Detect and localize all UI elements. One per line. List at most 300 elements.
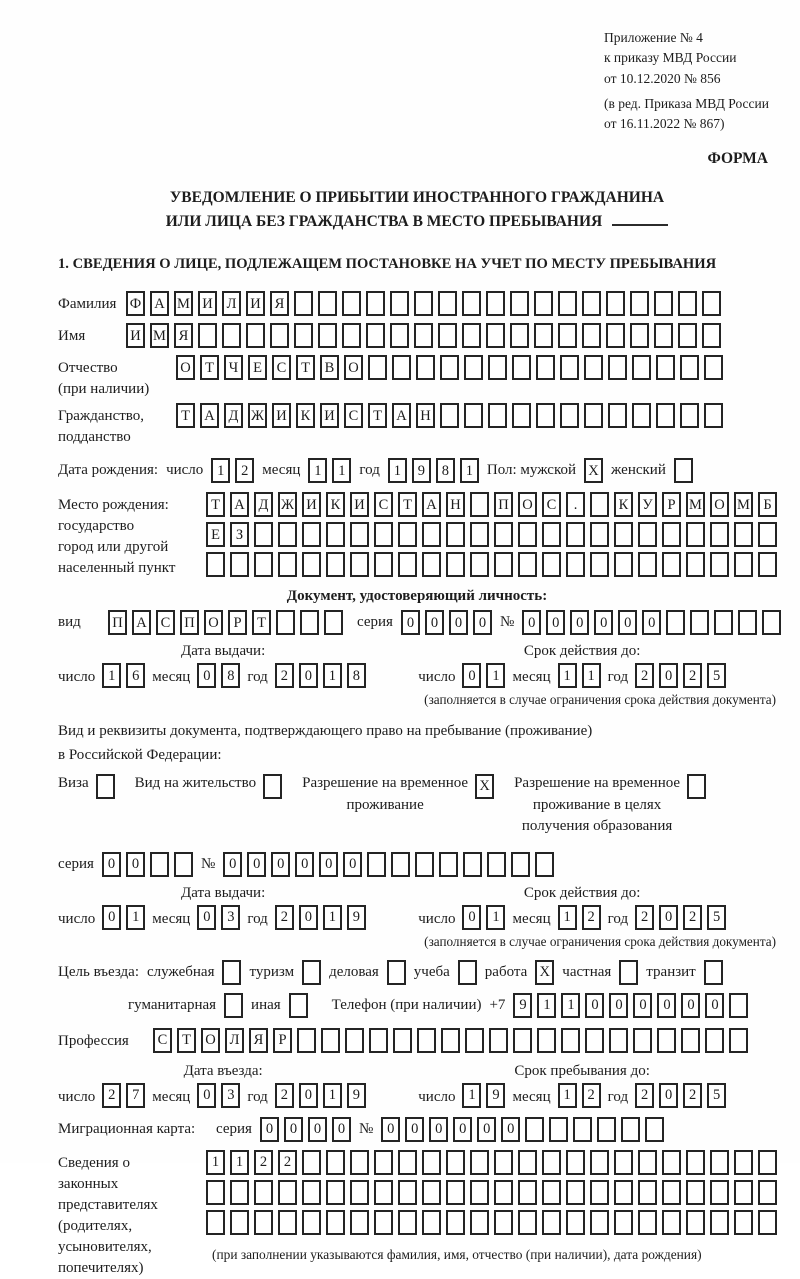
char-cell[interactable]: 9 [347,1083,366,1108]
char-cell[interactable]: 0 [609,993,628,1018]
char-cell[interactable] [590,1180,609,1205]
char-cell[interactable]: Д [254,492,273,517]
char-cell[interactable] [590,492,609,517]
char-cell[interactable] [374,522,393,547]
char-cell[interactable] [489,1028,508,1053]
char-cell[interactable] [590,552,609,577]
char-cell[interactable] [486,323,505,348]
char-cell[interactable] [278,522,297,547]
char-cell[interactable] [366,291,385,316]
char-cell[interactable]: 2 [683,663,702,688]
checkbox-cell[interactable] [704,960,723,985]
char-cell[interactable] [276,610,295,635]
char-cell[interactable]: 2 [235,458,254,483]
char-cell[interactable] [662,1210,681,1235]
char-cell[interactable] [369,1028,388,1053]
char-cell[interactable] [734,1180,753,1205]
char-cell[interactable] [318,323,337,348]
char-cell[interactable]: 1 [332,458,351,483]
char-cell[interactable] [609,1028,628,1053]
char-cell[interactable]: 1 [558,1083,577,1108]
char-cell[interactable] [246,323,265,348]
char-cell[interactable] [441,1028,460,1053]
char-cell[interactable]: 0 [197,1083,216,1108]
char-cell[interactable]: 0 [681,993,700,1018]
char-cell[interactable] [666,610,685,635]
char-cell[interactable] [494,522,513,547]
char-cell[interactable] [632,355,651,380]
char-cell[interactable] [614,1210,633,1235]
char-cell[interactable] [542,1210,561,1235]
checkbox-cell[interactable]: X [535,960,554,985]
char-cell[interactable]: 3 [221,905,240,930]
char-cell[interactable] [462,291,481,316]
char-cell[interactable]: 7 [126,1083,145,1108]
char-cell[interactable] [710,552,729,577]
char-cell[interactable]: С [542,492,561,517]
char-cell[interactable]: П [494,492,513,517]
char-cell[interactable] [590,1150,609,1175]
char-cell[interactable]: И [246,291,265,316]
char-cell[interactable] [350,1210,369,1235]
char-cell[interactable]: 0 [405,1117,424,1142]
char-cell[interactable] [638,1180,657,1205]
char-cell[interactable]: К [326,492,345,517]
char-cell[interactable]: 0 [308,1117,327,1142]
char-cell[interactable] [422,1150,441,1175]
char-cell[interactable] [710,522,729,547]
char-cell[interactable] [254,1180,273,1205]
char-cell[interactable]: Т [200,355,219,380]
char-cell[interactable] [300,610,319,635]
char-cell[interactable] [510,323,529,348]
char-cell[interactable] [681,1028,700,1053]
char-cell[interactable] [326,1210,345,1235]
char-cell[interactable]: Я [174,323,193,348]
char-cell[interactable] [518,552,537,577]
char-cell[interactable]: 0 [594,610,613,635]
char-cell[interactable] [606,291,625,316]
char-cell[interactable] [758,552,777,577]
char-cell[interactable] [512,403,531,428]
char-cell[interactable]: 0 [473,610,492,635]
char-cell[interactable] [758,522,777,547]
char-cell[interactable] [438,291,457,316]
char-cell[interactable]: 0 [462,663,481,688]
char-cell[interactable]: 2 [102,1083,121,1108]
char-cell[interactable] [206,1180,225,1205]
char-cell[interactable] [638,1150,657,1175]
char-cell[interactable] [729,1028,748,1053]
char-cell[interactable] [542,1150,561,1175]
char-cell[interactable]: 2 [275,905,294,930]
checkbox-cell[interactable] [96,774,115,799]
char-cell[interactable] [729,993,748,1018]
char-cell[interactable]: Л [225,1028,244,1053]
char-cell[interactable]: Я [249,1028,268,1053]
char-cell[interactable] [350,1150,369,1175]
char-cell[interactable]: М [150,323,169,348]
char-cell[interactable] [662,552,681,577]
char-cell[interactable]: 1 [102,663,121,688]
char-cell[interactable] [702,291,721,316]
char-cell[interactable] [534,323,553,348]
char-cell[interactable]: К [614,492,633,517]
char-cell[interactable] [584,403,603,428]
char-cell[interactable]: 3 [221,1083,240,1108]
char-cell[interactable]: 1 [126,905,145,930]
char-cell[interactable]: 1 [486,663,505,688]
char-cell[interactable] [585,1028,604,1053]
char-cell[interactable] [645,1117,664,1142]
char-cell[interactable] [714,610,733,635]
char-cell[interactable]: 1 [230,1150,249,1175]
char-cell[interactable]: 0 [126,852,145,877]
char-cell[interactable]: Т [177,1028,196,1053]
char-cell[interactable] [566,1180,585,1205]
char-cell[interactable] [738,610,757,635]
char-cell[interactable] [350,522,369,547]
char-cell[interactable]: 2 [683,1083,702,1108]
char-cell[interactable]: П [180,610,199,635]
char-cell[interactable] [513,1028,532,1053]
char-cell[interactable] [302,522,321,547]
char-cell[interactable] [510,291,529,316]
char-cell[interactable] [222,323,241,348]
char-cell[interactable] [254,552,273,577]
char-cell[interactable]: 5 [707,663,726,688]
char-cell[interactable]: И [302,492,321,517]
char-cell[interactable] [537,1028,556,1053]
char-cell[interactable] [414,323,433,348]
char-cell[interactable]: С [153,1028,172,1053]
char-cell[interactable] [326,1150,345,1175]
char-cell[interactable]: 1 [388,458,407,483]
char-cell[interactable]: О [204,610,223,635]
char-cell[interactable]: 6 [126,663,145,688]
char-cell[interactable]: 9 [513,993,532,1018]
char-cell[interactable]: 0 [332,1117,351,1142]
char-cell[interactable]: Д [224,403,243,428]
char-cell[interactable]: А [200,403,219,428]
char-cell[interactable] [654,323,673,348]
char-cell[interactable] [702,323,721,348]
char-cell[interactable] [465,1028,484,1053]
char-cell[interactable] [374,1210,393,1235]
char-cell[interactable] [463,852,482,877]
char-cell[interactable] [656,403,675,428]
checkbox-cell[interactable] [263,774,282,799]
char-cell[interactable] [606,323,625,348]
char-cell[interactable]: 0 [633,993,652,1018]
char-cell[interactable] [446,522,465,547]
char-cell[interactable]: Т [296,355,315,380]
char-cell[interactable]: О [710,492,729,517]
checkbox-cell[interactable] [289,993,308,1018]
char-cell[interactable] [230,552,249,577]
char-cell[interactable] [254,522,273,547]
char-cell[interactable] [464,355,483,380]
char-cell[interactable]: 0 [585,993,604,1018]
char-cell[interactable]: 0 [299,663,318,688]
char-cell[interactable]: 0 [271,852,290,877]
char-cell[interactable] [150,852,169,877]
checkbox-cell[interactable] [387,960,406,985]
char-cell[interactable] [398,522,417,547]
char-cell[interactable]: Ж [278,492,297,517]
char-cell[interactable]: У [638,492,657,517]
char-cell[interactable] [326,552,345,577]
char-cell[interactable]: С [344,403,363,428]
char-cell[interactable] [566,522,585,547]
char-cell[interactable]: Ж [248,403,267,428]
char-cell[interactable] [198,323,217,348]
char-cell[interactable]: И [350,492,369,517]
char-cell[interactable] [368,355,387,380]
char-cell[interactable] [573,1117,592,1142]
char-cell[interactable] [534,291,553,316]
char-cell[interactable]: Е [206,522,225,547]
char-cell[interactable] [525,1117,544,1142]
char-cell[interactable] [758,1150,777,1175]
char-cell[interactable]: И [198,291,217,316]
char-cell[interactable]: Л [222,291,241,316]
char-cell[interactable] [470,1180,489,1205]
char-cell[interactable] [758,1210,777,1235]
char-cell[interactable] [566,1150,585,1175]
char-cell[interactable] [446,1180,465,1205]
char-cell[interactable]: Н [446,492,465,517]
char-cell[interactable]: . [566,492,585,517]
char-cell[interactable] [206,1210,225,1235]
char-cell[interactable]: О [344,355,363,380]
char-cell[interactable]: Т [368,403,387,428]
char-cell[interactable] [566,552,585,577]
char-cell[interactable]: 0 [659,1083,678,1108]
char-cell[interactable] [302,552,321,577]
char-cell[interactable]: П [108,610,127,635]
char-cell[interactable]: 0 [319,852,338,877]
char-cell[interactable] [416,355,435,380]
char-cell[interactable]: 0 [343,852,362,877]
char-cell[interactable] [511,852,530,877]
char-cell[interactable]: 1 [211,458,230,483]
char-cell[interactable] [705,1028,724,1053]
char-cell[interactable] [439,852,458,877]
char-cell[interactable]: И [272,403,291,428]
char-cell[interactable]: А [132,610,151,635]
char-cell[interactable] [686,552,705,577]
char-cell[interactable]: 5 [707,1083,726,1108]
char-cell[interactable] [391,852,410,877]
char-cell[interactable]: 8 [221,663,240,688]
char-cell[interactable] [638,1210,657,1235]
char-cell[interactable] [633,1028,652,1053]
char-cell[interactable]: 0 [705,993,724,1018]
char-cell[interactable] [366,323,385,348]
char-cell[interactable]: Т [206,492,225,517]
char-cell[interactable] [734,522,753,547]
char-cell[interactable] [302,1210,321,1235]
char-cell[interactable]: 0 [247,852,266,877]
char-cell[interactable]: А [230,492,249,517]
char-cell[interactable]: О [176,355,195,380]
char-cell[interactable]: 0 [462,905,481,930]
char-cell[interactable] [630,323,649,348]
char-cell[interactable] [638,522,657,547]
char-cell[interactable] [614,522,633,547]
char-cell[interactable] [318,291,337,316]
char-cell[interactable] [638,552,657,577]
char-cell[interactable] [662,1150,681,1175]
char-cell[interactable]: 1 [308,458,327,483]
char-cell[interactable] [464,403,483,428]
char-cell[interactable] [494,1210,513,1235]
char-cell[interactable]: 1 [561,993,580,1018]
char-cell[interactable] [367,852,386,877]
char-cell[interactable] [302,1180,321,1205]
char-cell[interactable] [470,1210,489,1235]
char-cell[interactable]: 0 [657,993,676,1018]
char-cell[interactable] [321,1028,340,1053]
char-cell[interactable]: 0 [197,663,216,688]
char-cell[interactable] [686,1210,705,1235]
char-cell[interactable]: 1 [582,663,601,688]
char-cell[interactable]: И [126,323,145,348]
char-cell[interactable] [686,1180,705,1205]
char-cell[interactable] [690,610,709,635]
char-cell[interactable]: 0 [659,663,678,688]
char-cell[interactable] [446,1210,465,1235]
char-cell[interactable]: 0 [102,852,121,877]
char-cell[interactable]: Р [662,492,681,517]
char-cell[interactable] [662,1180,681,1205]
char-cell[interactable] [374,1180,393,1205]
char-cell[interactable] [561,1028,580,1053]
char-cell[interactable] [470,492,489,517]
char-cell[interactable]: 0 [570,610,589,635]
char-cell[interactable] [518,522,537,547]
char-cell[interactable] [446,552,465,577]
char-cell[interactable]: Е [248,355,267,380]
char-cell[interactable]: Т [252,610,271,635]
char-cell[interactable]: 0 [642,610,661,635]
char-cell[interactable]: 0 [659,905,678,930]
char-cell[interactable] [393,1028,412,1053]
char-cell[interactable]: Ф [126,291,145,316]
char-cell[interactable] [734,552,753,577]
char-cell[interactable] [438,323,457,348]
char-cell[interactable]: 1 [558,905,577,930]
char-cell[interactable]: 0 [449,610,468,635]
char-cell[interactable] [542,1180,561,1205]
char-cell[interactable] [518,1210,537,1235]
checkbox-cell[interactable] [302,960,321,985]
char-cell[interactable] [488,355,507,380]
char-cell[interactable] [582,291,601,316]
char-cell[interactable] [566,1210,585,1235]
char-cell[interactable] [422,522,441,547]
checkbox-cell[interactable] [224,993,243,1018]
char-cell[interactable]: А [150,291,169,316]
char-cell[interactable] [398,1150,417,1175]
char-cell[interactable] [535,852,554,877]
char-cell[interactable] [662,522,681,547]
char-cell[interactable]: 0 [618,610,637,635]
char-cell[interactable]: М [734,492,753,517]
char-cell[interactable] [392,355,411,380]
char-cell[interactable] [470,1150,489,1175]
char-cell[interactable] [488,403,507,428]
char-cell[interactable]: 1 [558,663,577,688]
char-cell[interactable]: М [174,291,193,316]
char-cell[interactable] [608,403,627,428]
char-cell[interactable]: 2 [582,905,601,930]
char-cell[interactable] [614,1180,633,1205]
char-cell[interactable] [560,403,579,428]
char-cell[interactable]: 0 [223,852,242,877]
char-cell[interactable]: 1 [323,663,342,688]
char-cell[interactable]: И [320,403,339,428]
char-cell[interactable]: 1 [323,905,342,930]
char-cell[interactable] [294,291,313,316]
char-cell[interactable]: Я [270,291,289,316]
char-cell[interactable]: 0 [453,1117,472,1142]
char-cell[interactable] [398,1210,417,1235]
char-cell[interactable] [518,1180,537,1205]
char-cell[interactable] [422,1180,441,1205]
char-cell[interactable] [494,1180,513,1205]
char-cell[interactable] [680,403,699,428]
char-cell[interactable] [494,552,513,577]
char-cell[interactable] [487,852,506,877]
char-cell[interactable]: 0 [522,610,541,635]
char-cell[interactable] [302,1150,321,1175]
char-cell[interactable] [470,552,489,577]
char-cell[interactable]: 2 [275,1083,294,1108]
char-cell[interactable]: 0 [501,1117,520,1142]
char-cell[interactable]: 1 [323,1083,342,1108]
char-cell[interactable] [584,355,603,380]
char-cell[interactable]: З [230,522,249,547]
char-cell[interactable]: 1 [462,1083,481,1108]
char-cell[interactable]: 0 [299,905,318,930]
char-cell[interactable] [206,552,225,577]
char-cell[interactable] [614,1150,633,1175]
char-cell[interactable]: Ч [224,355,243,380]
char-cell[interactable]: 2 [635,905,654,930]
char-cell[interactable] [762,610,781,635]
char-cell[interactable] [704,403,723,428]
char-cell[interactable] [398,1180,417,1205]
char-cell[interactable] [558,291,577,316]
char-cell[interactable] [342,323,361,348]
char-cell[interactable] [542,522,561,547]
char-cell[interactable]: 0 [299,1083,318,1108]
char-cell[interactable]: 1 [206,1150,225,1175]
char-cell[interactable]: В [320,355,339,380]
char-cell[interactable] [656,355,675,380]
char-cell[interactable]: А [392,403,411,428]
char-cell[interactable] [678,291,697,316]
char-cell[interactable] [390,291,409,316]
char-cell[interactable] [614,552,633,577]
char-cell[interactable]: 9 [347,905,366,930]
char-cell[interactable]: Б [758,492,777,517]
char-cell[interactable] [278,1180,297,1205]
char-cell[interactable]: 0 [477,1117,496,1142]
char-cell[interactable]: 2 [582,1083,601,1108]
